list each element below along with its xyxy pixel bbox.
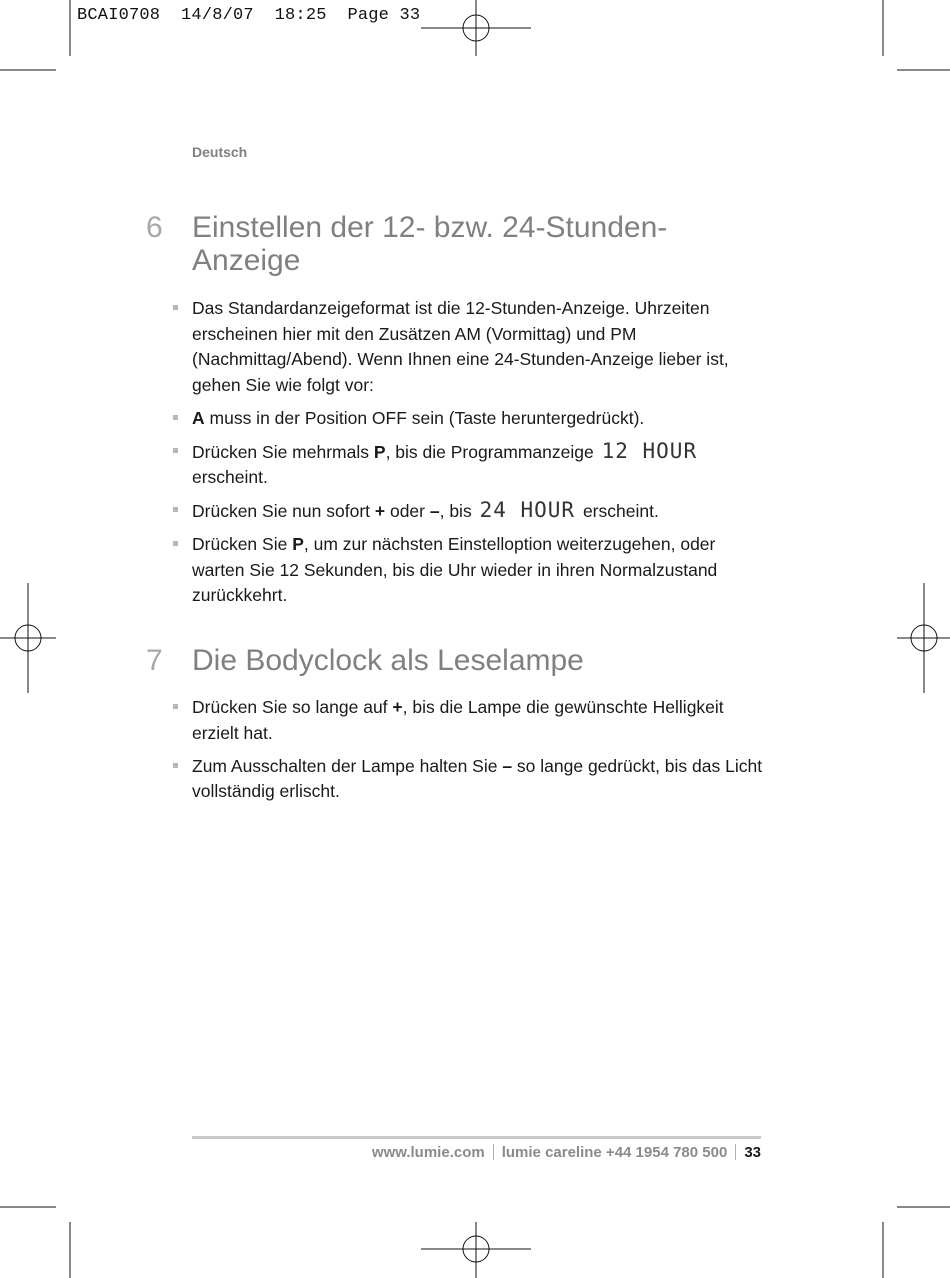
instruction-list: [192, 695, 767, 812]
language-label: Deutsch: [192, 144, 248, 160]
section-number: 6: [146, 211, 163, 244]
section-title: Die Bodyclock als Leselampe: [192, 644, 584, 677]
list-item: Drücken Sie so lange auf +, bis die Lampe die gewünschte Helligkeit erzielt hat.: [192, 695, 767, 746]
page-number: 33: [744, 1144, 761, 1161]
list-item: Drücken Sie P, um zur nächsten Einstelloption weiterzugehen, oder warten Sie 12 Sekunden, bis die Uhr wieder in ihren Normalzustand zurückkehrt.: [192, 532, 767, 609]
section-title: Einstellen der 12- bzw. 24-Stunden-Anzeige: [192, 211, 668, 277]
section-number: 7: [146, 644, 163, 677]
button-key: P: [373, 441, 386, 462]
instruction-list: [192, 296, 767, 616]
list-item: Zum Ausschalten der Lampe halten Sie – so lange gedrückt, bis das Licht vollständig erlischt.: [192, 754, 767, 805]
lcd-display-text: 12 HOUR: [601, 438, 698, 463]
button-key: +: [374, 501, 386, 521]
button-key: –: [502, 755, 513, 776]
button-key: A: [192, 407, 205, 428]
list-item: A muss in der Position OFF sein (Taste heruntergedrückt).: [192, 406, 767, 432]
list-item: Drücken Sie nun sofort + oder –, bis 24 HOUR erscheint.: [192, 498, 767, 525]
lcd-display-text: 24 HOUR: [479, 498, 576, 522]
button-key: –: [429, 501, 440, 521]
list-item: Das Standardanzeigeformat ist die 12-Stunden-Anzeige. Uhrzeiten erscheinen hier mit den Zusätzen AM (Vormittag) und PM (Nachmittag/Abend). Wenn Ihnen eine 24-Stunden-Anzeige lieber ist, gehen Sie wie folgt vor:: [192, 296, 767, 398]
button-key: +: [392, 697, 403, 717]
careline-text: lumie careline +44 1954 780 500: [501, 1144, 728, 1161]
footer-separator: [493, 1144, 494, 1160]
printer-slug: BCAI0708 14/8/07 18:25 Page 33: [77, 6, 421, 25]
button-key: P: [292, 534, 304, 554]
website-link[interactable]: www.lumie.com: [371, 1144, 485, 1161]
footer-rule: [192, 1136, 761, 1139]
footer-separator: [735, 1144, 736, 1160]
list-item: Drücken Sie mehrmals P, bis die Programmanzeige 12 HOUR erscheint.: [192, 439, 767, 491]
page-footer: [372, 1144, 761, 1161]
